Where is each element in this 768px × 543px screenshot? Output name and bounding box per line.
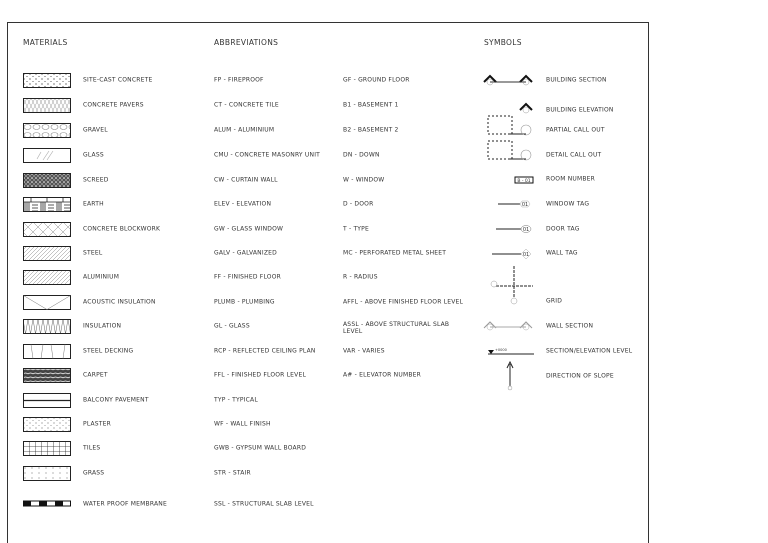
svg-text:01: 01	[521, 202, 529, 208]
abbreviation-item: ASSL - ABOVE STRUCTURAL SLAB LEVEL	[343, 321, 450, 335]
svg-text:B - 01: B - 01	[517, 179, 531, 184]
material-label: TILES	[83, 444, 101, 452]
abbreviation-item: B1 - BASEMENT 1	[343, 101, 399, 109]
svg-text:01: 01	[522, 252, 530, 258]
abbreviation-item: GALV - GALVANIZED	[214, 249, 277, 257]
swatch-plaster	[23, 417, 71, 432]
abbreviation-item: GL - GLASS	[214, 322, 250, 330]
symbol-window-tag-icon	[498, 201, 530, 208]
material-label: GRAVEL	[83, 126, 108, 134]
swatch-site-cast-concrete	[23, 73, 71, 88]
abbreviation-item: D - DOOR	[343, 200, 374, 208]
symbol-label: DETAIL CALL OUT	[546, 151, 602, 159]
abbreviation-item: DN - DOWN	[343, 151, 380, 159]
abbreviation-item: W - WINDOW	[343, 176, 385, 184]
symbol-direction-of-slope-icon	[507, 362, 513, 390]
abbreviation-item: ELEV - ELEVATION	[214, 200, 272, 208]
swatch-concrete-pavers	[23, 98, 71, 113]
abbreviation-item: FFL - FINISHED FLOOR LEVEL	[214, 371, 307, 379]
symbol-label: WINDOW TAG	[546, 200, 590, 208]
material-label: GLASS	[83, 151, 104, 159]
material-label: SITE-CAST CONCRETE	[83, 76, 153, 84]
swatch-tiles	[23, 441, 71, 456]
abbreviation-item: CW - CURTAIN WALL	[214, 176, 278, 184]
swatch-steel	[23, 246, 71, 261]
abbreviation-item: FP - FIREPROOF	[214, 76, 264, 84]
swatch-earth	[23, 197, 71, 212]
abbreviation-item: WF - WALL FINISH	[214, 420, 271, 428]
symbol-section-elevation-level-icon	[488, 348, 534, 354]
material-label: GRASS	[83, 469, 105, 477]
symbol-label: SECTION/ELEVATION LEVEL	[546, 347, 633, 355]
symbol-label: ROOM NUMBER	[546, 175, 596, 183]
material-label: CONCRETE BLOCKWORK	[83, 225, 161, 233]
symbol-label: BUILDING ELEVATION	[546, 106, 614, 114]
abbreviation-item: R - RADIUS	[343, 273, 378, 281]
abbreviation-item: AFFL - ABOVE FINISHED FLOOR LEVEL	[343, 298, 464, 306]
swatch-grass	[23, 466, 71, 481]
material-label: EARTH	[83, 200, 104, 208]
material-label: BALCONY PAVEMENT	[83, 396, 149, 404]
abbreviation-item: MC - PERFORATED METAL SHEET	[343, 249, 447, 257]
swatch-gravel	[23, 123, 71, 138]
abbreviation-item: GF - GROUND FLOOR	[343, 76, 410, 84]
abbreviation-item: ALUM - ALUMINIUM	[214, 126, 275, 134]
abbreviation-item: STR - STAIR	[214, 469, 251, 477]
abbreviation-item: RCP - REFLECTED CEILING PLAN	[214, 347, 316, 355]
swatch-insulation	[23, 319, 71, 334]
material-label: ALUMINIUM	[83, 273, 120, 281]
symbol-detail-call-out-icon	[488, 141, 531, 160]
symbol-building-elevation-icon	[520, 104, 532, 113]
abbreviation-item: PLUMB - PLUMBING	[214, 298, 275, 306]
swatch-screed	[23, 173, 71, 188]
swatch-steel-decking	[23, 344, 71, 359]
symbols-graphics	[470, 0, 550, 400]
abbreviation-item: GW - GLASS WINDOW	[214, 225, 284, 233]
symbol-label: WALL TAG	[546, 249, 578, 257]
symbol-label: GRID	[546, 297, 563, 305]
symbol-label: DIRECTION OF SLOPE	[546, 372, 614, 380]
symbol-label: WALL SECTION	[546, 322, 594, 330]
abbreviation-item: VAR - VARIES	[343, 347, 385, 355]
swatch-water-proof-membrane	[23, 497, 71, 512]
material-label: WATER PROOF MEMBRANE	[83, 500, 167, 508]
swatch-balcony-pavement	[23, 393, 71, 408]
material-label: CARPET	[83, 371, 108, 379]
legend-frame	[7, 22, 649, 543]
svg-text:+0000: +0000	[495, 348, 507, 352]
material-label: INSULATION	[83, 322, 122, 330]
abbreviation-item: A# - ELEVATOR NUMBER	[343, 371, 421, 379]
material-label: SCREED	[83, 176, 109, 184]
abbreviation-item: FF - FINISHED FLOOR	[214, 273, 281, 281]
abbreviation-item: SSL - STRUCTURAL SLAB LEVEL	[214, 500, 314, 508]
symbol-door-tag-icon	[496, 226, 531, 234]
abbreviations-heading: ABBREVIATIONS	[214, 38, 279, 47]
materials-heading: MATERIALS	[23, 38, 68, 47]
swatch-carpet	[23, 368, 71, 383]
symbol-partial-call-out-icon	[488, 116, 531, 135]
abbreviation-item: TYP - TYPICAL	[214, 396, 258, 404]
abbreviation-item: B2 - BASEMENT 2	[343, 126, 399, 134]
abbreviation-item: T - TYPE	[343, 225, 369, 233]
symbol-building-section-icon	[484, 76, 532, 85]
swatch-glass	[23, 148, 71, 163]
material-label: PLASTER	[83, 420, 112, 428]
symbol-label: BUILDING SECTION	[546, 76, 607, 84]
material-label: STEEL DECKING	[83, 347, 134, 355]
symbol-room-number-icon	[515, 177, 533, 184]
symbol-wall-tag-icon	[492, 249, 531, 259]
symbol-label: PARTIAL CALL OUT	[546, 126, 605, 134]
material-label: CONCRETE PAVERS	[83, 101, 144, 109]
svg-text:01: 01	[522, 227, 530, 233]
swatch-concrete-blockwork	[23, 222, 71, 237]
abbreviation-item: CMU - CONCRETE MASONRY UNIT	[214, 151, 321, 159]
symbol-grid-icon	[491, 266, 533, 304]
symbols-heading: SYMBOLS	[484, 38, 522, 47]
abbreviation-item: GWB - GYPSUM WALL BOARD	[214, 444, 307, 452]
symbol-label: DOOR TAG	[546, 225, 580, 233]
material-label: STEEL	[83, 249, 103, 257]
swatch-acoustic-insulation	[23, 295, 71, 310]
abbreviation-item: CT - CONCRETE TILE	[214, 101, 279, 109]
swatch-aluminium	[23, 270, 71, 285]
symbol-wall-section-icon	[484, 322, 532, 330]
material-label: ACOUSTIC INSULATION	[83, 298, 156, 306]
